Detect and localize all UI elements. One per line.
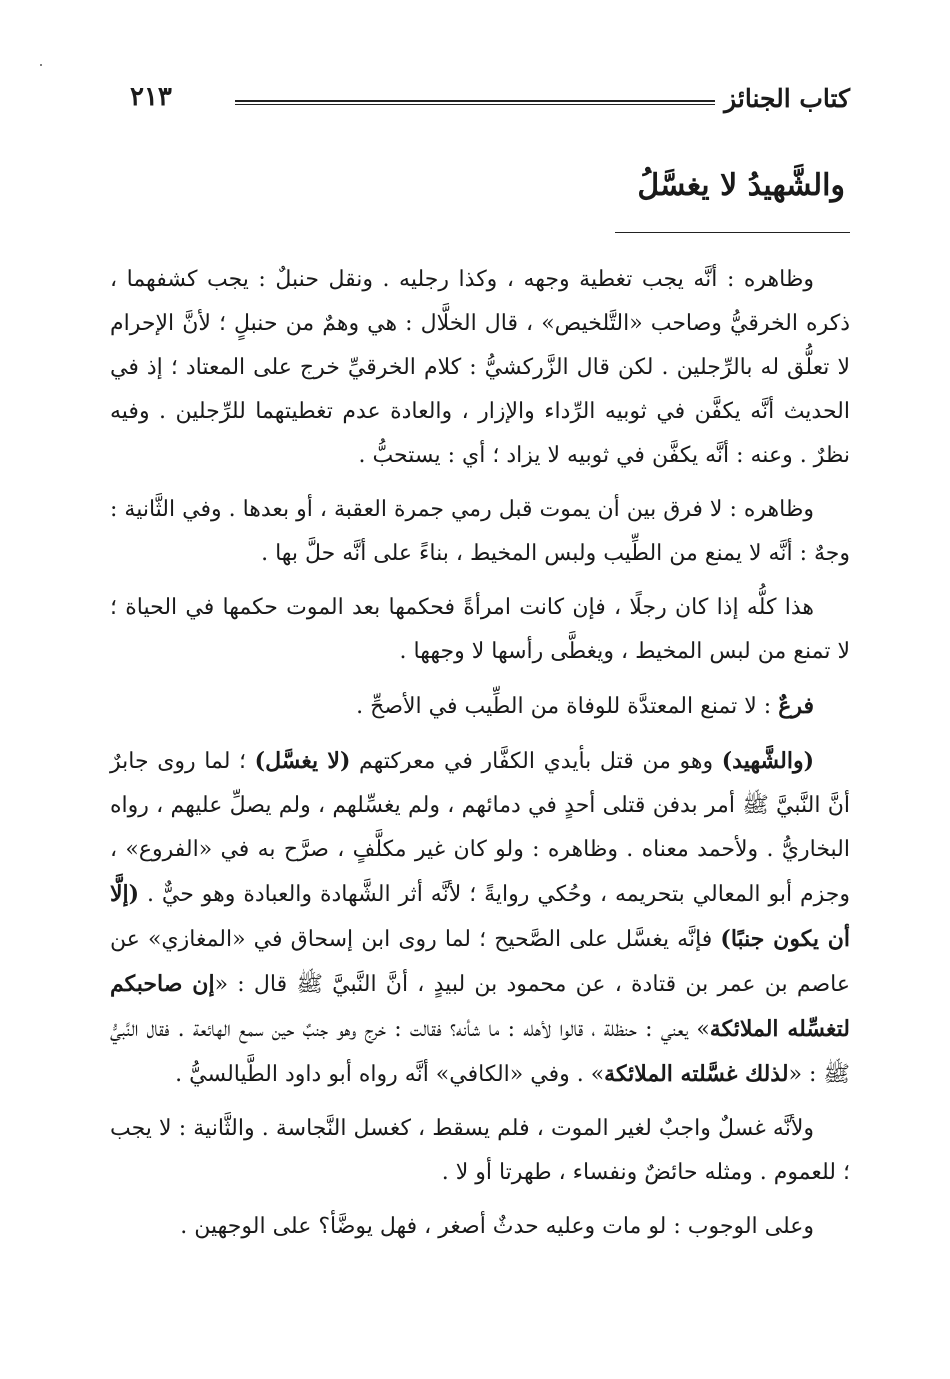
page-number: ٢١٣	[130, 82, 172, 112]
text-segment: ؛ لما روى جابرٌ أنَّ النَّبيَّ ﷺ أمر بدفن قتلى أحدٍ في دمائهم ، ولم يغسِّلهم ، ولم يصلِّ عليهم ، رواه البخاريُّ . ولأحمد معناه . وظاهره : ولو كان غير مكلَّفٍ ، صرَّح به في «الفروع» ، وجزم أبو المعالي بتحريمه ، وحُكي روايةً ؛ لأنَّه أثر الشَّهادة والعبادة وهو حيٌّ .	[110, 749, 850, 907]
text-segment: وظاهره : أنَّه يجب تغطية وجهه ، وكذا رجليه . ونقل حنبلٌ : يجب كشفهما ، ذكره الخرقيُّ وصاحب «التَّلخيص» ، قال الخلَّال : هي وهمٌ من حنبلٍ ؛ لأنَّ الإحرام لا تعلُّق له بالرِّجلين . لكن قال الزَّركشيُّ : كلام الخرقيِّ خرج على المعتاد ؛ إذ في الحديث أنَّه يكفَّن في ثوبيه الرِّداء والإزار ، والعادة عدم تغطيتهما للرِّجلين . وفيه نظرٌ . وعنه : أنَّه يكفَّن في ثوبيه لا يزاد ؛ أي : يستحبُّ .	[110, 267, 850, 468]
bold-text-segment: (والشَّهيد)	[721, 748, 814, 774]
bold-text-segment: (إلَّا أن يكون جنبًا)	[110, 881, 850, 952]
bold-text-segment: إن صاحبكم لتغسِّله الملائكة	[110, 971, 850, 1042]
text-segment: » يعني : حنظلة ، قالوا لأهله : ما شأنه؟ فقالت : خرج وهو جنبٌ حين سمع الهائعة . فقال النَّبيُّ ﷺ : «	[110, 1017, 850, 1087]
text-segment: فإنَّه يغسَّل على الصَّحيح ؛ لما روى ابن إسحاق في «المغازي» عن عاصم بن عمر بن قتادة ، عن محمود بن لبيدٍ ، أنَّ النَّبيَّ ﷺ قال : «	[110, 927, 850, 997]
paragraph	[110, 488, 850, 576]
text-segment: هذا كلُّه إذا كان رجلًا ، فإن كانت امرأةً فحكمها بعد الموت حكمها في الحياة ؛ لا تمنع من لبس المخيط ، ويغطَّى رأسها لا وجهها .	[110, 595, 850, 664]
paragraph	[110, 586, 850, 674]
paragraph	[110, 1205, 850, 1249]
paragraph	[110, 258, 850, 478]
running-header	[110, 80, 850, 120]
body-text	[110, 258, 850, 1259]
bold-text-segment: لذلك غسَّلته الملائكة	[604, 1061, 789, 1087]
paragraph	[110, 1107, 850, 1195]
heading-rule	[615, 232, 850, 233]
paragraph	[110, 739, 850, 1097]
text-segment: وظاهره : لا فرق بين أن يموت قبل رمي جمرة العقبة ، أو بعدها . وفي الثَّانية : وجهٌ : أنَّه لا يمنع من الطِّيب ولبس المخيط ، بناءً على أنَّه حلَّ بها .	[110, 497, 850, 566]
paragraph	[110, 684, 850, 729]
bold-text-segment: (لا يغسَّل)	[254, 748, 351, 774]
text-segment: : لا تمنع المعتدَّة للوفاة من الطِّيب في الأصحِّ .	[356, 694, 779, 719]
bold-text-segment: فرعٌ	[778, 693, 814, 719]
header-rule	[235, 100, 715, 105]
chapter-title: كتاب الجنائز	[724, 84, 850, 113]
scan-speck	[40, 64, 42, 66]
text-segment: » . وفي «الكافي» أنَّه رواه أبو داود الطَّيالسيُّ .	[175, 1062, 605, 1087]
section-heading: والشَّهيدُ لا يغسَّلُ	[637, 168, 845, 203]
text-segment: وهو من قتل بأيدي الكفَّار في معركتهم	[350, 749, 722, 774]
text-segment: ولأنَّه غسلٌ واجبٌ لغير الموت ، فلم يسقط ، كغسل النَّجاسة . والثَّانية : لا يجب ؛ للعموم . ومثله حائضٌ ونفساء ، طهرتا أو لا .	[110, 1116, 850, 1185]
text-segment: وعلى الوجوب : لو مات وعليه حدثٌ أصغر ، فهل يوضَّأ؟ على الوجهين .	[180, 1214, 814, 1239]
